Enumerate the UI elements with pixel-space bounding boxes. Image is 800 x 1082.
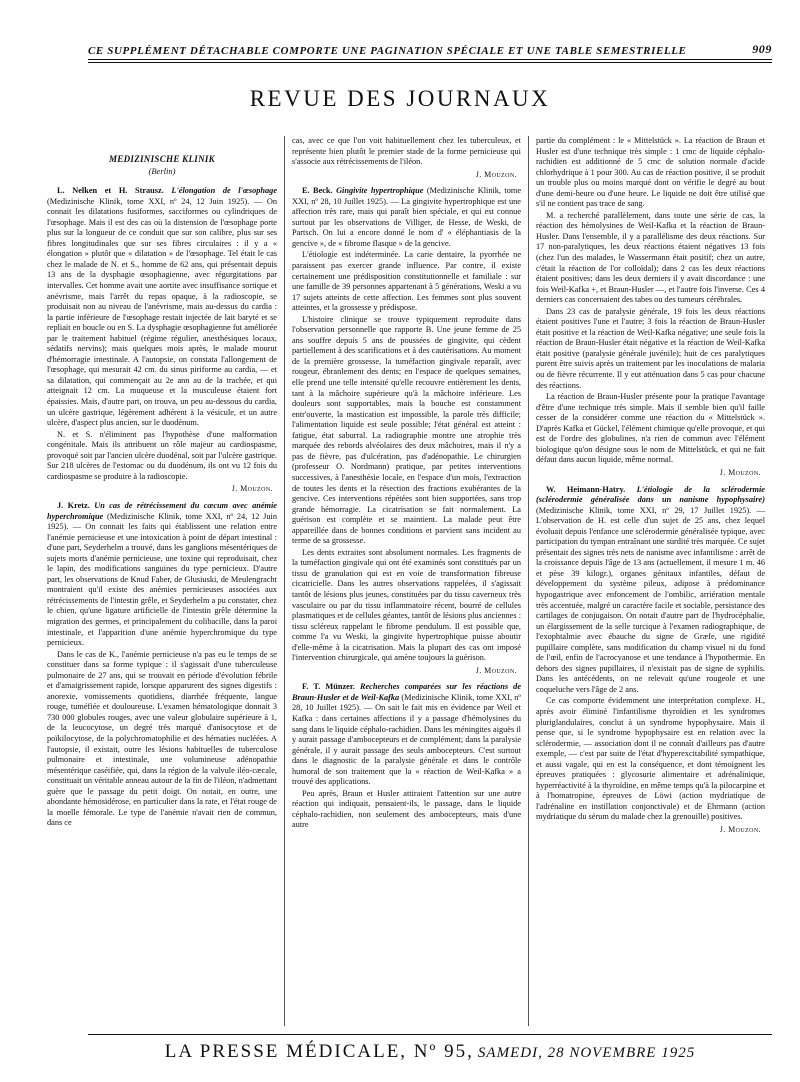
article-paragraph: Dans le cas de K., l'anémie pernicieuse n'a pas eu le temps de se constituer dans sa forme typique : il s'agissait d'une tuberculeuse pulmonaire de 27 ans, qui se trouvait en période d'évolution fébrile et d'amaigrissement rapide, lorsque apparurent des signes digestifs : anorexie, vomissements quotidiens, diarrhée fréquente, langue rouge, tuméfiée et douloureuse. L'examen hématologique donnait 3 730 000 globules rouges, avec une valeur globulaire supérieure à 1, de la leucocytose, un degré très marqué d'anisocytose et de poïkilocytose, de la polychromatophilie et des hématies nucléées. A l'autopsie, il existait, outre les lésions habituelles de tuberculose pulmonaire et intestinale, une volumineuse adénopathie mésentérique caséifiée, qui, dans la région de la valvule iléo-cæcale, constituait un véritable anneau autour de la fin de l'iléon, n'admettant guère que le passage du petit doigt. On notait, en outre, une abondante hémosidérose, en particulier dans la rate, et l'état rouge de la moelle fémorale. Le type de l'anémie n'avait rien de commun, dans ce (47, 649, 277, 828)
article-reference: (Medizinische Klinik, tome XXI, nº 24, 12 Juin 1925). — (47, 196, 263, 206)
page-footer (88, 1034, 772, 1063)
article-author: L. Nelken et H. Strausz. (57, 186, 164, 196)
article-paragraph: On sait le fait mis en évidence par Weil et Kafka : dans certaines affections il y a passage d'hémolysines du sang dans le liquide céphalo-rachidien. Dans les méningites aiguës il y aurait passage d'ambocepteurs et de complément; dans la paralysie générale, il y aurait passage des seuls ambocepteurs. C'est surtout dans le diagnostic de la paralysie générale et dans le contrôle humoral de son traitement que la « réaction de Weil-Kafka » a trouvé des applications. (292, 703, 521, 787)
article-signature: J. Mouzon. (475, 169, 517, 179)
article-signature: J. Mouzon. (231, 484, 273, 494)
article-heading (292, 186, 521, 249)
article-columns (40, 136, 772, 1026)
article-paragraph: On connait les dilatations fusiformes, sacciformes ou cylindriques de l'œsophage. Mais il est des cas où la distension de l'œsophage porte plus sur la longueur de ce conduit que sur son calibre, plus sur ses fibres longitudinales que sur ses fibres circulaires : il y a « élongation » plutôt que « dilatation » de l'œsophage. Tel était le cas chez le malade de N. et S., homme de 62 ans, qui présentait depuis 13 ans de la dysphagie œsophagienne, avec régurgitations par intervalles. Cet homme avait une aortite avec insuffisance sortique et anévrisme, mais l'arrêt du repas opaque, à la radioscopie, se produisait non au niveau de l'anévrisme, mais au-dessus du cardia : la partie inférieure de l'œsophage restait injectée de lait baryté et se repliait en boucle ou en S. La dysphagie œsophagienne fut améliorée par le traitement habituel (régime régulier, anesthésiques locaux, sédatifs nervins); mais quelques mois après, le malade mourut d'hémorragie intestinale. A l'autopsie, on constata l'allongement de l'œsophage, qui mesurait 42 cm. du sinus piriforme au cardia, — et sa dilatation, qui commençait au 2e ann au de la trachée, et qui atteignait 12 cm. La muqueuse et la musculeuse étaient fort épaissies. Mais, d'autre part, on trouva, un peu au-dessous du cardia, un ulcère gastrique, légèrement adhérent à la vésicule, et un autre ulcère, d'aspect plus ancien, sur le duodénum. (47, 196, 278, 428)
article-author: F. T. Münzer. (302, 682, 355, 692)
article-heading (47, 186, 277, 429)
column-3 (528, 136, 772, 1026)
supplement-notice: CE SUPPLÉMENT DÉTACHABLE COMPORTE UNE PAGINATION SPÉCIALE ET UNE TABLE SEMESTRIELLE (88, 45, 687, 57)
article-title: Un cas de rétrécissement du cæcum avec anémie hyperchromique (47, 500, 277, 521)
article-paragraph: On connait les faits qui établissent une relation entre l'anémie pernicieuse et une intoxication à point de départ intestinal : d'une part, Seyderhelm a trouvé, dans les ganglions mésentériques de sujets morts d'anémie pernicieuse, une toxine qui reproduisait, chez le lapin, des modifications sanguines du type pernicieux. D'autre part, les observations de Knud Faber, de Glusiuski, de Meulengracht montraient qu'il existe des anémies pernicieuses associées aux rétrécissements de l'intestin grêle, et Seyderhelm a pu constater, chez le chien, qu'une ligature artificielle de l'intestin grêle détermine la migration des germes, et principalement du colibacille, dans la paroi intestinale, et l'apparition d'une anémie hyperchromique du type pernicieux. (47, 522, 278, 648)
issue-date: SAMEDI, 28 NOVEMBRE 1925 (477, 1045, 696, 1061)
article-signature: J. Mouzon. (719, 825, 761, 834)
running-header (88, 42, 772, 60)
article-paragraph: La réaction de Braun-Husler présente pour la pratique l'avantage d'être d'une technique très simple. Mais il semble bien qu'il faille cesser de la considérer comme une réaction du « Mittelstück ». D'après Kafka et Gückel, l'élément chimique qu'elle provoque, et qui est de l'ordre des globulines, n'a rien de commun avec l'élément biologique qu'on désigne sous le nom de Mittelstück, et qui ne fait défaut dans aucun liquide, même normal. (536, 392, 765, 465)
column-2 (284, 136, 528, 1026)
article-title: Gingivite hypertrophique (336, 186, 424, 196)
article-author: W. Heimann-Hatry. (546, 484, 626, 494)
article-paragraph: L'histoire clinique se trouve typiquement reproduite dans l'observation personnelle que rapporte B. Une jeune femme de 25 ans souffre depuis 5 ans de poussées de gingivite, qui cèdent partiellement à des scarifications et à des cautérisations. Au moment de la première grossesse, la tuméfaction gingivale reparaît, avec rougeur, ébranlement des dents; en l'espace de quelques semaines, elle prend une telle intensité qu'elle recouvre entièrement les dents, tant à la mâchoire supérieure qu'à la mâchoire inférieure. Les douleurs sont supportables, mais la bouche est constamment entr'ouverte, la mastication est impossible, la parole très difficile; l'alimentation liquide est seule possible; l'état général est atteint : fatigue, état saburral. La radiographie montre une atrophie très marquée des rebords alvéolaires des deux mâchoires, mais il n'y a pas de fièvre, pas d'ulcération, pas d'adénopathie. Le chirurgien (professeur O. Nordmann) pratique, par petites interventions successives, à l'anesthésie locale, en l'espace d'un mois, l'extraction de toutes les dents et la résection des fractions exubérantes de la gencive. Ces interventions répétées sont bien supportées, sans trop grande hémorragie. La cicatrisation se fait normalement. La guérison est complète et se maintient. La malade peut être appareillée dans de bonnes conditions et parvient sans incident au terme de sa grossesse. (292, 314, 521, 546)
article-paragraph: cas, avec ce que l'on voit habituellement chez les tuberculeux, et représente bien plutôt le premier stade de la forme pernicieuse qui s'associe aux rétrécissements de l'iléon. (292, 136, 521, 167)
article-paragraph: N. et S. n'éliminent pas l'hypothèse d'une malformation congénitale. Mais ils attribuent un rôle majeur au cardiospasme, provoqué soit par l'ancien ulcère duodénal, soit par l'ulcère gastrique. Sur 218 ulcères de l'estomac ou du duodénum, ils ont vu 12 fois du cardiospasme se produire à la radioscopie. (47, 429, 277, 481)
article-reference: (Medizinische Klinik, tome XXI, nº 24, 12 Juin 1925). — (47, 511, 277, 532)
column-1 (40, 136, 284, 1026)
article-paragraph: Peu après, Braun et Husler attiraient l'attention sur une autre réaction qui indiquait, pensaient-ils, le passage, dans le liquide céphalo-rachidien, non seulement des ambocepteurs, mais d'une autre (292, 788, 521, 830)
article-paragraph: L'étiologie est indéterminée. La carie dentaire, la pyorrhée ne paraissent pas exercer grande influence. Par contre, il existe certainement une prédisposition constitutionnelle et familiale : sur une famille de 39 personnes appartenant à 5 générations, Weski a vu 17 sujets atteints de cette affection. Les femmes sont plus souvent atteintes, et la grossesse y prédispose. (292, 250, 521, 313)
article-author: E. Beck. (302, 186, 333, 196)
article-reference: (Medizinische Klinik, tome XXI, nº 29, 17 Juillet 1925). — (536, 505, 765, 515)
page-number: 909 (752, 42, 772, 56)
article-paragraph: partie du complément : le « Mittelstück ». La réaction de Braun et Husler est d'une technique très simple : 1 cmc de liquide céphalo-rachidien est additionné de 5 cmc de solution normale d'acide chlorhydrique à 1 pour 300. Au cas de réaction positive, il se produit un trouble plus ou moins marqué dont on vérifie le degré au bout d'une demi-heure ou d'une heure. Le liquide ne doit être utilisé que s'il ne contient pas trace de sang. (536, 136, 765, 209)
article-reference: (Medizinische Klinik, tome XXI, nº 28, 10 Juillet 1925). — (292, 186, 522, 206)
article-title: Recherches comparées sur les réactions de Braun-Husler et de Weil-Kafka (292, 682, 521, 702)
article-heading (536, 485, 765, 696)
section-title: REVUE DES JOURNAUX (249, 86, 551, 111)
article-reference: (Medizinische Klinik, tome XXI, nº 28, 10 Juillet 1925). — (292, 692, 521, 713)
header-rule (88, 62, 772, 63)
article-paragraph: L'observation de H. est celle d'un sujet de 25 ans, chez lequel évoluait depuis l'enfance une sclérodermie généralisée typique, avec participation du tympan entraînant une surdité très marquée. Ce sujet présentait des signes très nets de nanisme avec infantilisme : arrêt de la croissance depuis l'âge de 13 ans (actuellement, il mesure 1 m. 46 et pèse 39 kilogr.), organes génitaux infantiles, défaut de développement du système pileux, adipose à prédominance hypogastrique avec enfoncement de l'ombilic, arriération mentale très accentuée, malgré un caractère facile et sociable, persistance des cartilages de conjugaison. On notait d'autre part de l'hydrocéphalie, un élargissement de la selle turcique à l'examen radiographique, de l'exophtalmie avec ébauche du signe de Græfe, une rigidité pupillaire complète, sans modification du champ visuel ni du fond de l'œil, enfin de l'acrocyanose et une tendance à l'hypothermie. En dehors des signes pupillaires, il n'existait pas de signe de syphilis. Dans les antécédents, on ne relevait qu'une rougeole et une coqueluche vers l'âge de 2 ans. (536, 516, 766, 694)
article-author: J. Kretz. (57, 500, 90, 510)
journal-city: (Berlin) (148, 165, 176, 176)
article-paragraph: Dans 23 cas de paralysie générale, 19 fois les deux réactions étaient positives l'une et l'autre; 3 fois la réaction de Braun-Husler était positive et la réaction de Weil-Kafka négative; une seule fois la réaction de Braun-Husler était négative et la réaction de Weil-Kafka était positive (paralysie générale juvénile); huit de ces paralytiques purent être suivis après un traitement par les inoculations de malaria ou de fièvre récurrente. Il y eut atténuation dans 5 cas pour chacune des réactions. (536, 306, 765, 390)
article-title: L'étiologie de la sclérodermie (sclérodermie généralisée dans un nanisme hypophysaire) (536, 484, 765, 505)
journal-rubric: MEDIZINISCHE KLINIK (109, 154, 215, 164)
article-signature: J. Mouzon. (719, 467, 761, 477)
article-paragraph: M. a recherché parallèlement, dans toute une série de cas, la réaction des hémolysines de Weil-Kafka et la réaction de Braun-Husler. Dans l'ensemble, il y a parallélisme des deux réactions. Sur 17 non-paralytiques, les deux réactions étaient négatives 13 fois (chez l'un des malades, le Wassermann était positif; chez un autre, c'était la réaction de l'or colloïdal); dans 2 cas les deux réactions étaient positives; dans les deux derniers il y avait discordance : une fois Weil-Kafka +, et Braun-Husler —, et l'autre fois l'inverse. Ces 4 derniers cas concernaient des tabes ou des tumeurs cérébrales. (536, 210, 765, 305)
article-title: L'élongation de l'œsophage (171, 186, 277, 196)
article-heading (292, 682, 521, 787)
article-paragraph: Ce cas comporte évidemment une interprétation complexe. H., après avoir éliminé l'infantilisme thyroïdien et les syndromes pluriglandulaires, conclut à un syndrome hypophysaire. Mais il pense que, si le syndrome hypophysaire est en relation avec la sclérodermie, — association dont il ne connaît d'ailleurs pas d'autre exemple, — c'est par suite de l'état d'hyperexcitabilité sympathique, et aussi vagale, qui en est la conséquence, et dont témoignent les épreuves pratiquées : glycosurie alimentaire et adrénalinique, hyperréactivité à la thyroïdine, en même temps qu'à la pilocarpine et à l'homatropine, épreuves de Löwi (action mydriatique de l'adrénaline en instillation conjonctivale) et de Ehrmann (action mydriatique du sérum du malade chez la grenouille) positives. (536, 696, 765, 822)
article-heading (47, 501, 277, 649)
journal-name: LA PRESSE MÉDICALE, Nº 95, (164, 1041, 474, 1062)
article-paragraph: Les dents extraites sont absolument normales. Les fragments de la tuméfaction gingivale qui ont été examinés sont constitués par un tissu de granulation qui est en voie de transformation fibreuse cicatricielle. Dans les autres observations rappelées, il s'agissait tantôt de lésions plus jeunes, constituées par du tissu caverneux très vasculaire ou par du tissu inflammatoire récent, bourré de cellules plasmatiques et de cellules géantes, tantôt de lésions plus anciennes : tissu scléreux rappelant le fibrome pendulum. Il est possible que, comme l'a vu Weski, la gingivite hypertrophique puisse aboutir d'elle-même à la cicatrisation. Mais la plupart des cas ont imposé l'intervention chirurgicale, qui amène toujours la guérison. (292, 547, 521, 663)
article-signature: J. Mouzon. (475, 665, 517, 675)
article-paragraph: La gingivite hypertrophique est une affection très rare, mais qui paraît bien spéciale, et qui est connue surtout par les observations de Villiger, de Hesse, de Weski, de Partsch. On lui a encore donné le nom d' « éléphantiasis de la gencive », de « fibrome flasque » de la gencive. (292, 196, 521, 248)
